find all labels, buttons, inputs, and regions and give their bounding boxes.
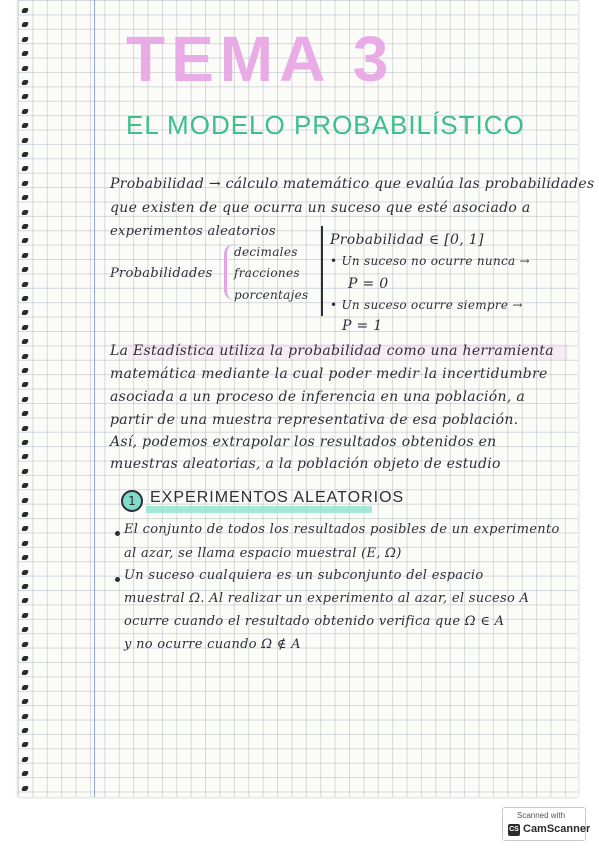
bullet-dot bbox=[115, 531, 120, 536]
binding-hole bbox=[21, 670, 29, 675]
binding-hole bbox=[21, 728, 29, 733]
binding-hole bbox=[21, 411, 29, 416]
binding-hole bbox=[21, 210, 29, 215]
scanned-with-text: Scanned with bbox=[517, 811, 566, 820]
binding-hole bbox=[21, 526, 29, 531]
form-fracciones: fracciones bbox=[234, 266, 300, 280]
binding-hole bbox=[21, 440, 29, 445]
form-decimales: decimales bbox=[234, 245, 298, 259]
never-value: P = 0 bbox=[348, 276, 389, 292]
binding-hole bbox=[21, 181, 29, 186]
section-number-badge: 1 bbox=[121, 490, 143, 512]
stats-line-2: matemática mediante la cual poder medir la incertidumbre bbox=[110, 366, 548, 382]
never-text: • Un suceso no ocurre nunca → bbox=[330, 254, 530, 268]
binding-hole bbox=[21, 22, 29, 27]
binding-hole bbox=[21, 8, 29, 13]
binding-hole bbox=[21, 469, 29, 474]
binding-hole bbox=[21, 757, 29, 762]
stats-line-3: asociada a un proceso de inferencia en una población, a bbox=[110, 389, 525, 405]
binding-hole bbox=[21, 786, 29, 791]
bullet2-line-3: ocurre cuando el resultado obtenido verifica que Ω ∈ A bbox=[124, 614, 505, 629]
binding-hole bbox=[21, 627, 29, 632]
binding-hole bbox=[21, 742, 29, 747]
binding-hole bbox=[21, 325, 29, 330]
intro-line-3: experimentos aleatorios bbox=[110, 224, 276, 239]
bullet1-line-2: al azar, se llama espacio muestral (E, Ω) bbox=[124, 546, 402, 561]
binding-hole bbox=[21, 310, 29, 315]
camscanner-logo-icon: CS bbox=[508, 824, 520, 836]
bullet2-line-4: y no ocurre cuando Ω ∉ A bbox=[124, 637, 301, 652]
binding-hole bbox=[21, 51, 29, 56]
binding-hole bbox=[21, 699, 29, 704]
spiral-binding bbox=[18, 0, 34, 797]
camscanner-badge bbox=[502, 807, 591, 841]
stats-line-5: Así, podemos extrapolar los resultados obtenidos en bbox=[110, 434, 497, 450]
binding-hole bbox=[21, 397, 29, 402]
probabilidades-label: Probabilidades bbox=[110, 266, 213, 281]
binding-hole bbox=[21, 368, 29, 373]
camscanner-brand-text: CamScanner bbox=[523, 823, 591, 835]
bullet1-line-1: El conjunto de todos los resultados posibles de un experimento bbox=[124, 522, 560, 537]
binding-hole bbox=[21, 94, 29, 99]
margin-line bbox=[94, 0, 95, 797]
binding-hole bbox=[21, 598, 29, 603]
section-title: EXPERIMENTOS ALEATORIOS bbox=[150, 489, 405, 506]
binding-hole bbox=[21, 382, 29, 387]
binding-hole bbox=[21, 541, 29, 546]
always-value: P = 1 bbox=[342, 318, 383, 334]
binding-hole bbox=[21, 195, 29, 200]
stats-line-4: partir de una muestra representativa de esa población. bbox=[110, 412, 519, 428]
binding-hole bbox=[21, 138, 29, 143]
binding-hole bbox=[21, 613, 29, 618]
binding-hole bbox=[21, 426, 29, 431]
binding-hole bbox=[21, 66, 29, 71]
binding-hole bbox=[21, 771, 29, 776]
binding-hole bbox=[21, 253, 29, 258]
binding-hole bbox=[21, 714, 29, 719]
binding-hole bbox=[21, 642, 29, 647]
form-porcentajes: porcentajes bbox=[234, 288, 309, 302]
intro-line-1: Probabilidad → cálculo matemático que evalúa las probabilidades bbox=[110, 176, 595, 192]
binding-hole bbox=[21, 498, 29, 503]
page-subtitle: EL MODELO PROBABILÍSTICO bbox=[126, 110, 525, 140]
bullet2-line-2: muestral Ω. Al realizar un experimento al azar, el suceso A bbox=[124, 591, 530, 606]
binding-hole bbox=[21, 123, 29, 128]
binding-hole bbox=[21, 238, 29, 243]
binding-hole bbox=[21, 37, 29, 42]
intro-line-2: que existen de que ocurra un suceso que esté asociado a bbox=[110, 200, 531, 216]
section-highlight bbox=[146, 506, 372, 513]
binding-hole bbox=[21, 656, 29, 661]
binding-hole bbox=[21, 354, 29, 359]
binding-hole bbox=[21, 282, 29, 287]
binding-hole bbox=[21, 512, 29, 517]
binding-hole bbox=[21, 109, 29, 114]
stats-line-1: La Estadística utiliza la probabilidad como una herramienta bbox=[110, 343, 554, 359]
binding-hole bbox=[21, 685, 29, 690]
page-title: TEMA 3 bbox=[126, 23, 395, 95]
binding-hole bbox=[21, 224, 29, 229]
probability-range: Probabilidad ∈ [0, 1] bbox=[330, 232, 484, 248]
bullet-dot bbox=[115, 577, 120, 582]
always-text: • Un suceso ocurre siempre → bbox=[330, 298, 523, 312]
binding-hole bbox=[21, 570, 29, 575]
binding-hole bbox=[21, 483, 29, 488]
notebook-page bbox=[18, 0, 595, 797]
binding-hole bbox=[21, 584, 29, 589]
binding-hole bbox=[21, 296, 29, 301]
binding-hole bbox=[21, 267, 29, 272]
binding-hole bbox=[21, 454, 29, 459]
divider-line bbox=[321, 226, 323, 316]
bullet2-line-1: Un suceso cualquiera es un subconjunto del espacio bbox=[124, 568, 484, 583]
binding-hole bbox=[21, 166, 29, 171]
binding-hole bbox=[21, 555, 29, 560]
binding-hole bbox=[21, 339, 29, 344]
stats-line-6: muestras aleatorias, a la población objeto de estudio bbox=[110, 456, 501, 472]
binding-hole bbox=[21, 80, 29, 85]
binding-hole bbox=[21, 152, 29, 157]
